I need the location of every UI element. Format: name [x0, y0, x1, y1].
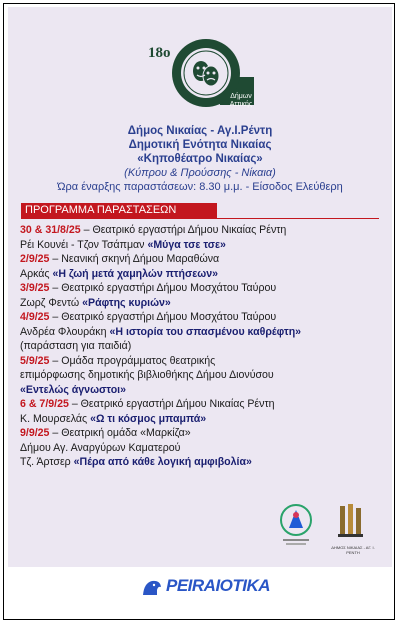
program-line: Ρέι Κουνέι - Τζον Τσάπμαν «Μύγα τσε τσε» [20, 238, 226, 251]
event-poster [8, 7, 392, 567]
festival-emblem-logo [277, 502, 315, 548]
venue-name: «Κηποθέατρο Νικαίας» [137, 153, 263, 165]
municipality-emblem-icon [326, 502, 380, 540]
start-time-info: Ώρα έναρξης παραστάσεων: 8.30 μ.μ. - Είσοδος Ελεύθερη [57, 181, 343, 193]
peiraiotika-logo[interactable] [140, 575, 270, 601]
program-line: (παράσταση για παιδιά) [20, 340, 132, 352]
program-line: «Εντελώς άγνωστοι» [20, 383, 126, 396]
program-line: επιμόρφωσης δημοτικής βιβλιοθήκης Δήμου Διονύσου [20, 369, 274, 381]
program-list [20, 223, 384, 470]
municipality-logo [326, 502, 380, 555]
program-line: 6 & 7/9/25 – Θεατρικό εργαστήρι Δήμου Νικαίας Ρέντη [20, 398, 275, 410]
program-line: Ζωρζ Φεντώ «Ράφτης κυριών» [20, 296, 171, 309]
program-line: 3/9/25 – Θεατρικό εργαστήρι Δήμου Μοσχάτου Ταύρου [20, 282, 277, 294]
municipality-caption: ΔΗΜΟΣ ΝΙΚΑΙΑΣ - ΑΓ. Ι. ΡΕΝΤΗ [331, 545, 375, 555]
venue-address: (Κύπρου & Προύσσης - Νίκαια) [124, 167, 276, 179]
municipality-title: Δήμος Νικαίας - Αγ.Ι.Ρέντη [127, 125, 273, 137]
program-line: 5/9/25 – Ομάδα προγράμματος θεατρικής [20, 354, 216, 367]
program-line: Τζ. Άρτσερ «Πέρα από κάθε λογική αμφιβολία» [20, 456, 252, 468]
program-line: Αρκάς «Η ζωή μετά χαμηλών πτήσεων» [20, 267, 219, 280]
lion-icon [140, 575, 164, 599]
program-line: Κ. Μουρσελάς «Ω τι κόσμος μπαμπά» [20, 412, 207, 425]
program-line: 4/9/25 – Θεατρικό εργαστήρι Δήμου Μοσχάτου Ταύρου [20, 311, 277, 323]
program-line: 9/9/25 – Θεατρική ομάδα «Μαρκίζα» [20, 427, 191, 439]
footer-brand-text: PEIRAIOTIKA [166, 576, 271, 595]
program-line: Ανδρέα Φλουράκη «Η ιστορία του σπασμένου καθρέφτη» [20, 325, 302, 338]
festival-subtitle: Δήμων Αττικής [229, 93, 253, 108]
festival-logo [136, 37, 256, 115]
program-line: Δήμου Αγ. Αναργύρων Καματερού [20, 441, 181, 454]
festival-edition-number: 18ο [148, 45, 171, 61]
festival-emblem-icon [277, 502, 315, 548]
program-divider [21, 218, 379, 219]
municipal-unit: Δημοτική Ενότητα Νικαίας [128, 139, 272, 151]
program-heading: ΠΡΟΓΡΑΜΜΑ ΠΑΡΑΣΤΑΣΕΩΝ [21, 203, 217, 218]
program-line: 2/9/25 – Νεανική σκηνή Δήμου Μαραθώνα [20, 253, 220, 265]
program-line: 30 & 31/8/25 – Θεατρικό εργαστήρι Δήμου Νικαίας Ρέντη [20, 224, 287, 236]
